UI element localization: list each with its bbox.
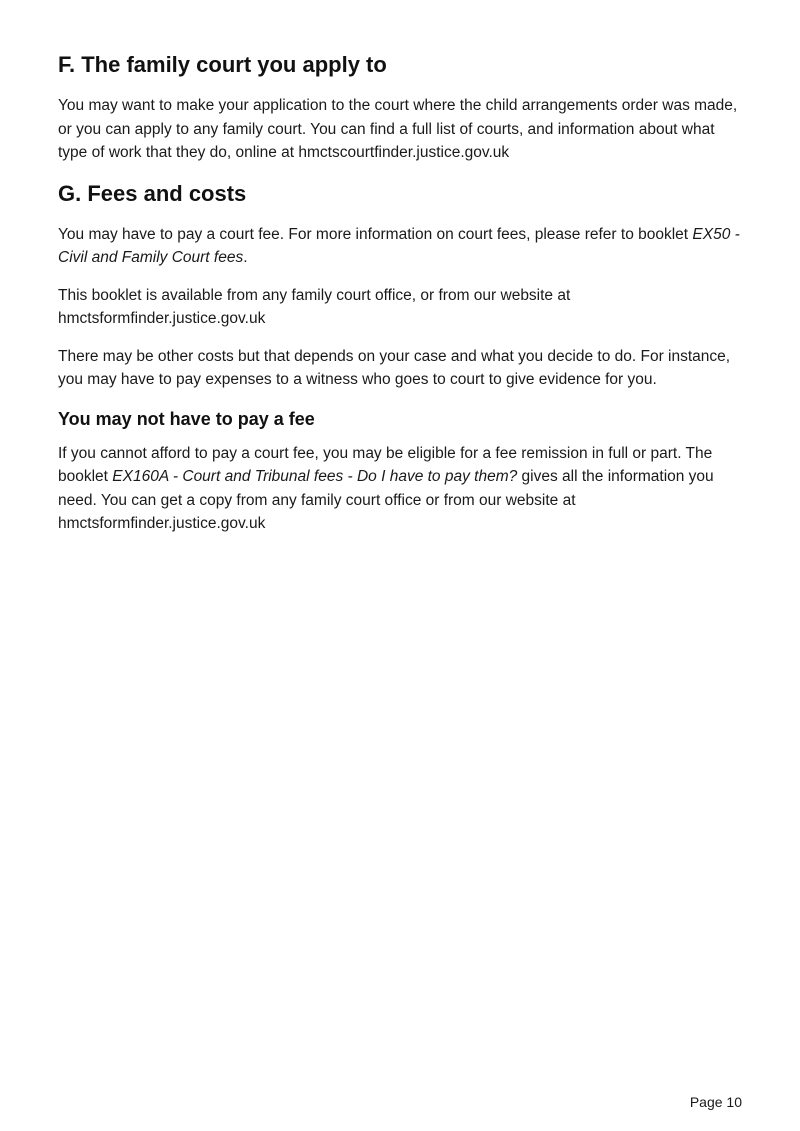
section-family-court [58,50,748,165]
fee-remission-paragraph-start: If you cannot afford to pay a court fee, you may be eligible for a fee remission in full or part. The booklet [58,444,713,485]
fee-remission-paragraph [58,442,748,536]
section-f-paragraph: You may want to make your application to the court where the child arrangements order was made, or you can apply to any family court. You can find a full list of courts, and information about what type of work that they do, online at hmctscourtfinder.justice.gov.uk [58,97,738,161]
section-fees-and-costs [58,179,748,392]
page-number: Page 10 [689,1094,742,1110]
booklet-ex160a-title: EX160A - Court and Tribunal fees - Do I have to pay them? [112,468,518,485]
section-g-paragraph-2: This booklet is available from any family court office, or from our website at hmctsformfinder.justice.gov.uk [58,286,571,327]
section-g-heading: G. Fees and costs [58,180,247,206]
section-g-paragraph-1-end: . [243,249,248,266]
section-f-heading: F. The family court you apply to [58,52,387,77]
fee-remission-paragraph-end: gives all the information you need. You can get a copy from any family court office or from our website at hmctsformfinder.justice.gov.uk [58,468,714,532]
fee-remission-heading: You may not have to pay a fee [58,408,315,429]
section-g-paragraph-3: There may be other costs but that depends on your case and what you decide to do. For instance, you may have to pay expenses to a witness who goes to court to give evidence for you. [58,347,731,388]
document-page [58,50,748,550]
booklet-ex50-title: EX50 - Civil and Family Court fees [58,225,740,266]
section-g-paragraph-1-text: You may have to pay a court fee. For more information on court fees, please refer to booklet [58,225,693,243]
section-fee-remission [58,406,748,536]
section-g-paragraph-1 [58,223,748,270]
